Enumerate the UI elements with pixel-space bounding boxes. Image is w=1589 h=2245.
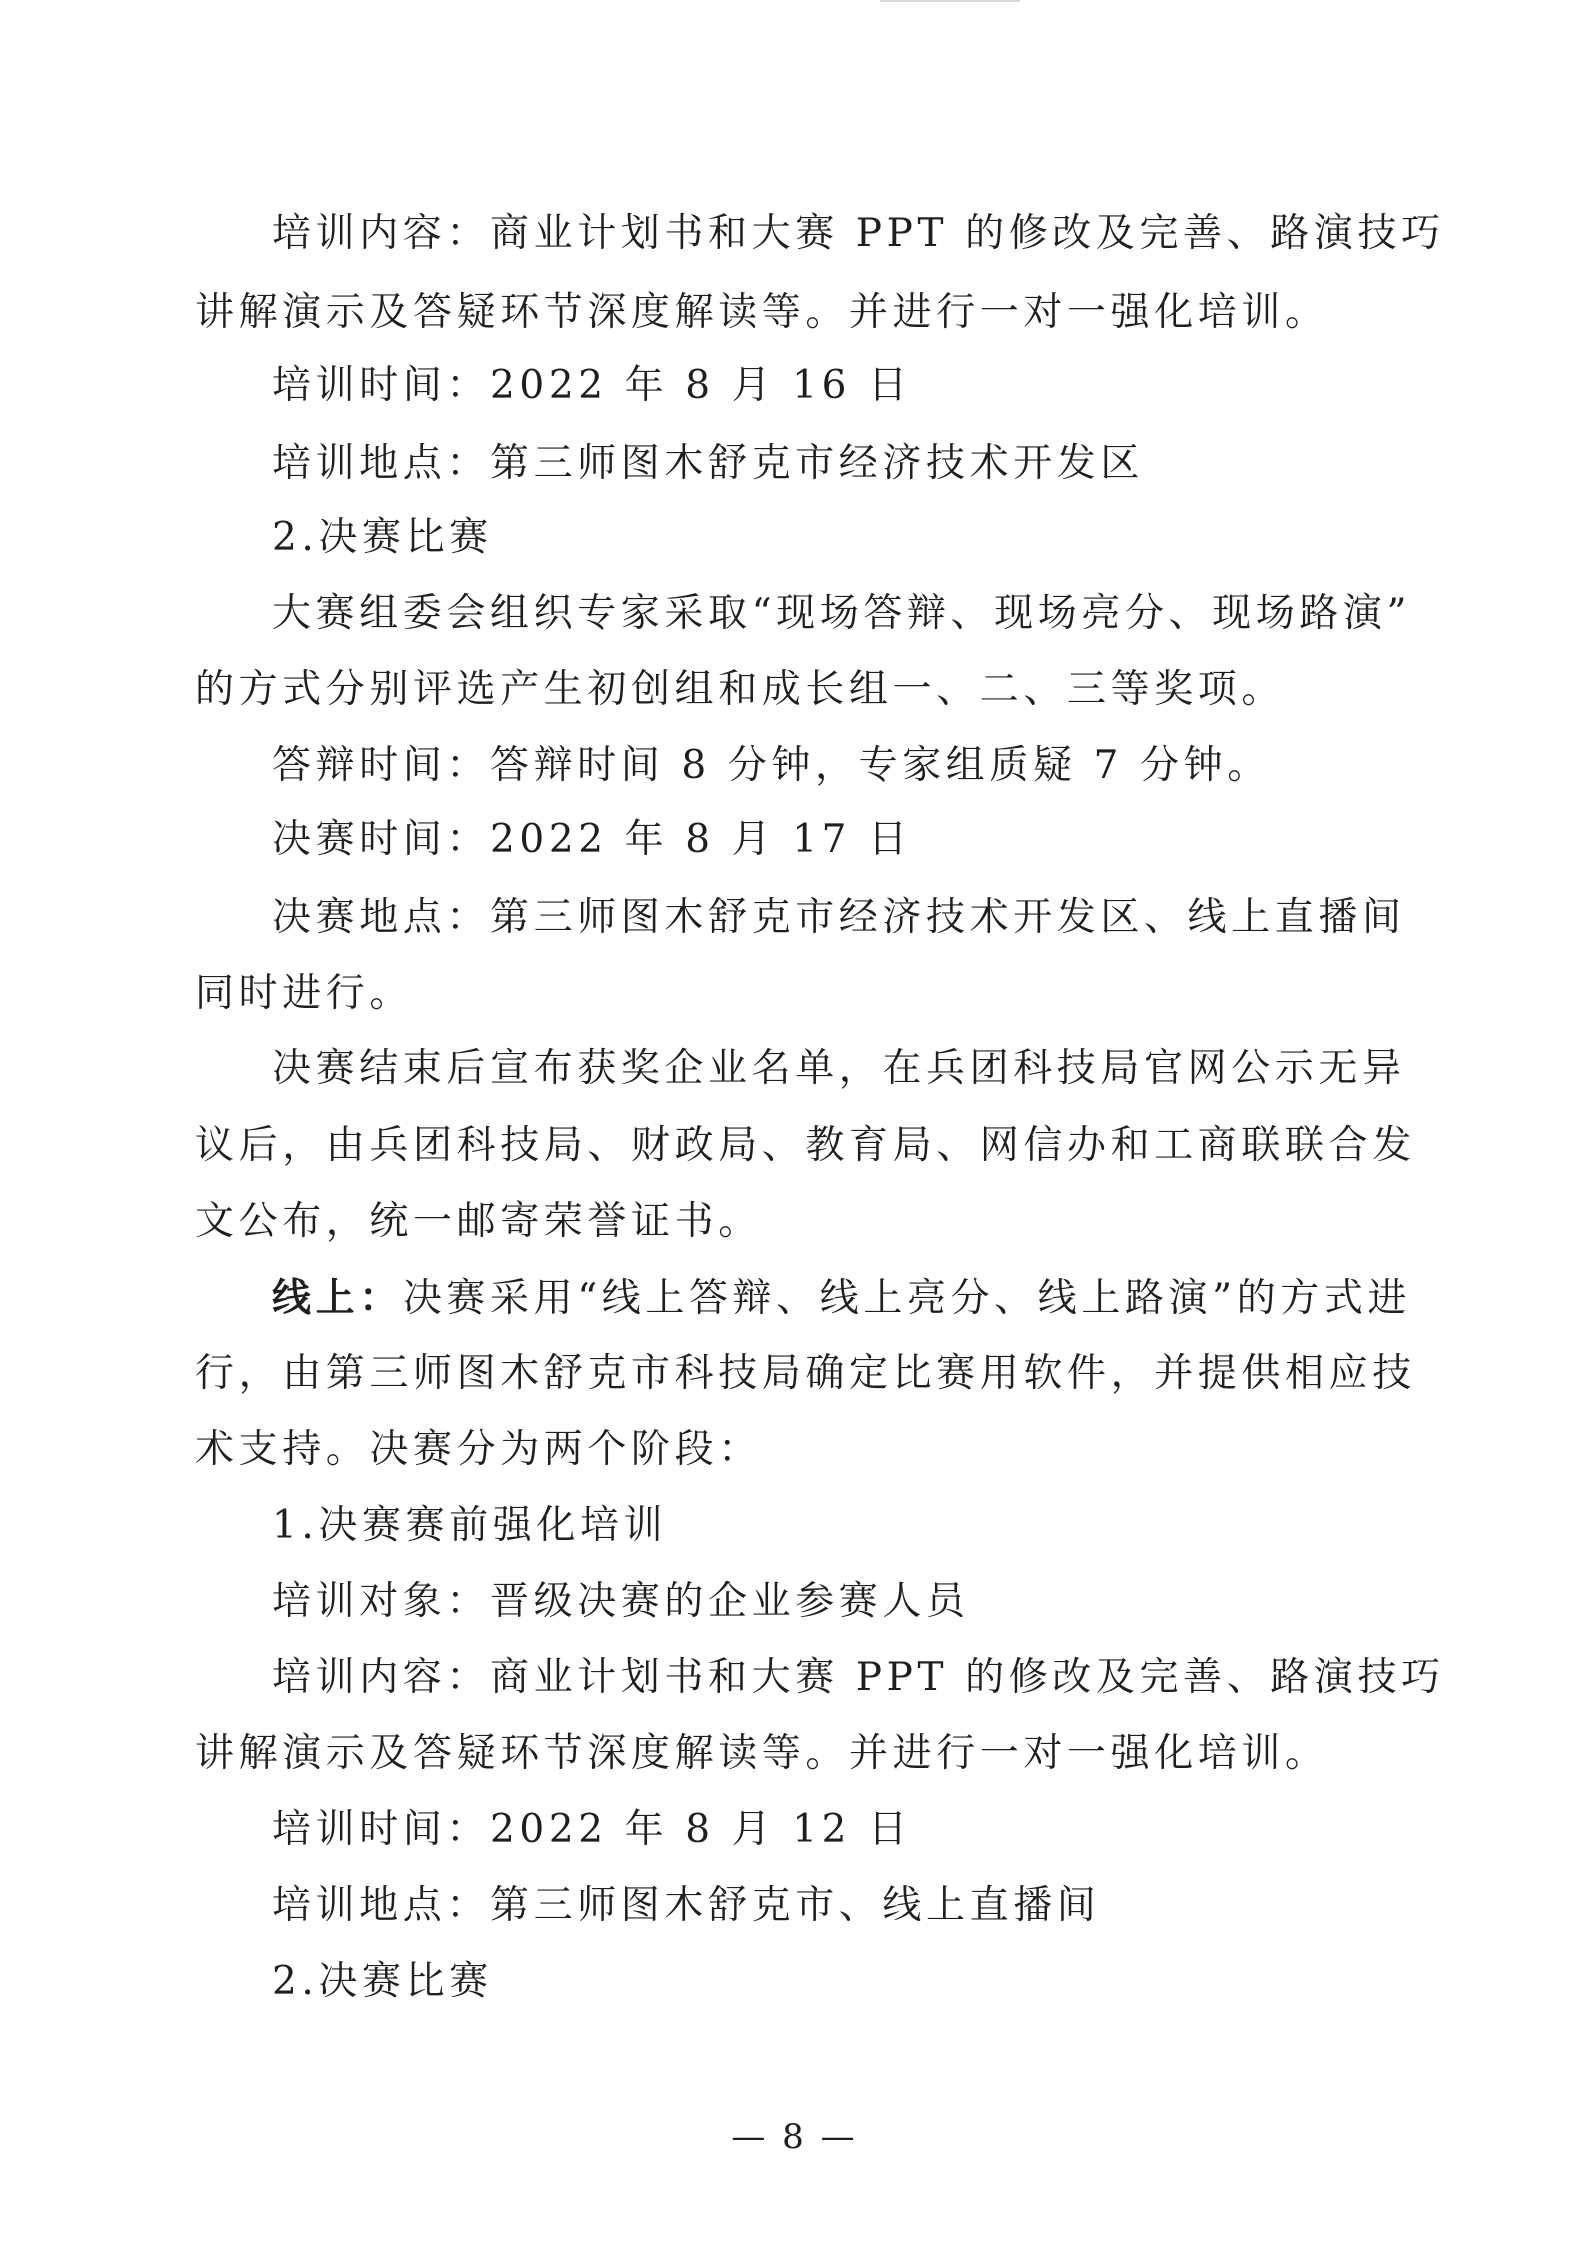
text-line-rest: 决赛采用“线上答辩、线上亮分、线上路演”的方式进	[402, 1276, 1412, 1321]
text-line: 讲解演示及答疑环节深度解读等。并进行一对一强化培训。	[195, 1731, 1329, 1776]
section-heading: 1.决赛赛前强化培训	[272, 1503, 668, 1548]
text-line	[272, 1270, 1472, 1326]
text-line: 培训地点：第三师图木舒克市、线上直播间	[272, 1883, 1101, 1928]
scan-edge-mark	[880, 0, 1020, 2]
page-number: — 8 —	[731, 2117, 858, 2157]
text-line: 培训时间：2022 年 8 月 12 日	[272, 1807, 912, 1852]
text-line: 讲解演示及答疑环节深度解读等。并进行一对一强化培训。	[195, 290, 1329, 335]
text-line: 议后，由兵团科技局、财政局、教育局、网信办和工商联联合发	[195, 1123, 1416, 1168]
text-line: 决赛结束后宣布获奖企业名单，在兵团科技局官网公示无异	[272, 1046, 1406, 1091]
text-line: 答辩时间：答辩时间 8 分钟，专家组质疑 7 分钟。	[272, 743, 1271, 788]
text-line: 培训内容：商业计划书和大赛 PPT 的修改及完善、路演技巧	[272, 1655, 1445, 1700]
text-line: 培训内容：商业计划书和大赛 PPT 的修改及完善、路演技巧	[272, 211, 1445, 256]
section-heading: 2.决赛比赛	[272, 1959, 493, 2004]
online-label: 线上：	[272, 1275, 403, 1321]
text-line: 培训地点：第三师图木舒克市经济技术开发区	[272, 441, 1145, 486]
text-line: 培训对象：晋级决赛的企业参赛人员	[272, 1579, 970, 1624]
section-heading: 2.决赛比赛	[272, 515, 493, 560]
text-line: 决赛地点：第三师图木舒克市经济技术开发区、线上直播间	[272, 895, 1406, 940]
text-line: 同时进行。	[195, 971, 414, 1016]
text-line: 大赛组委会组织专家采取“现场答辩、现场亮分、现场路演”	[272, 591, 1412, 636]
text-line: 术支持。决赛分为两个阶段：	[195, 1427, 762, 1472]
text-line: 培训时间：2022 年 8 月 16 日	[272, 363, 912, 408]
text-line: 行，由第三师图木舒克市科技局确定比赛用软件，并提供相应技	[195, 1351, 1416, 1396]
text-line: 的方式分别评选产生初创组和成长组一、二、三等奖项。	[195, 667, 1286, 712]
text-line: 文公布，统一邮寄荣誉证书。	[195, 1199, 762, 1244]
text-line: 决赛时间：2022 年 8 月 17 日	[272, 817, 912, 862]
